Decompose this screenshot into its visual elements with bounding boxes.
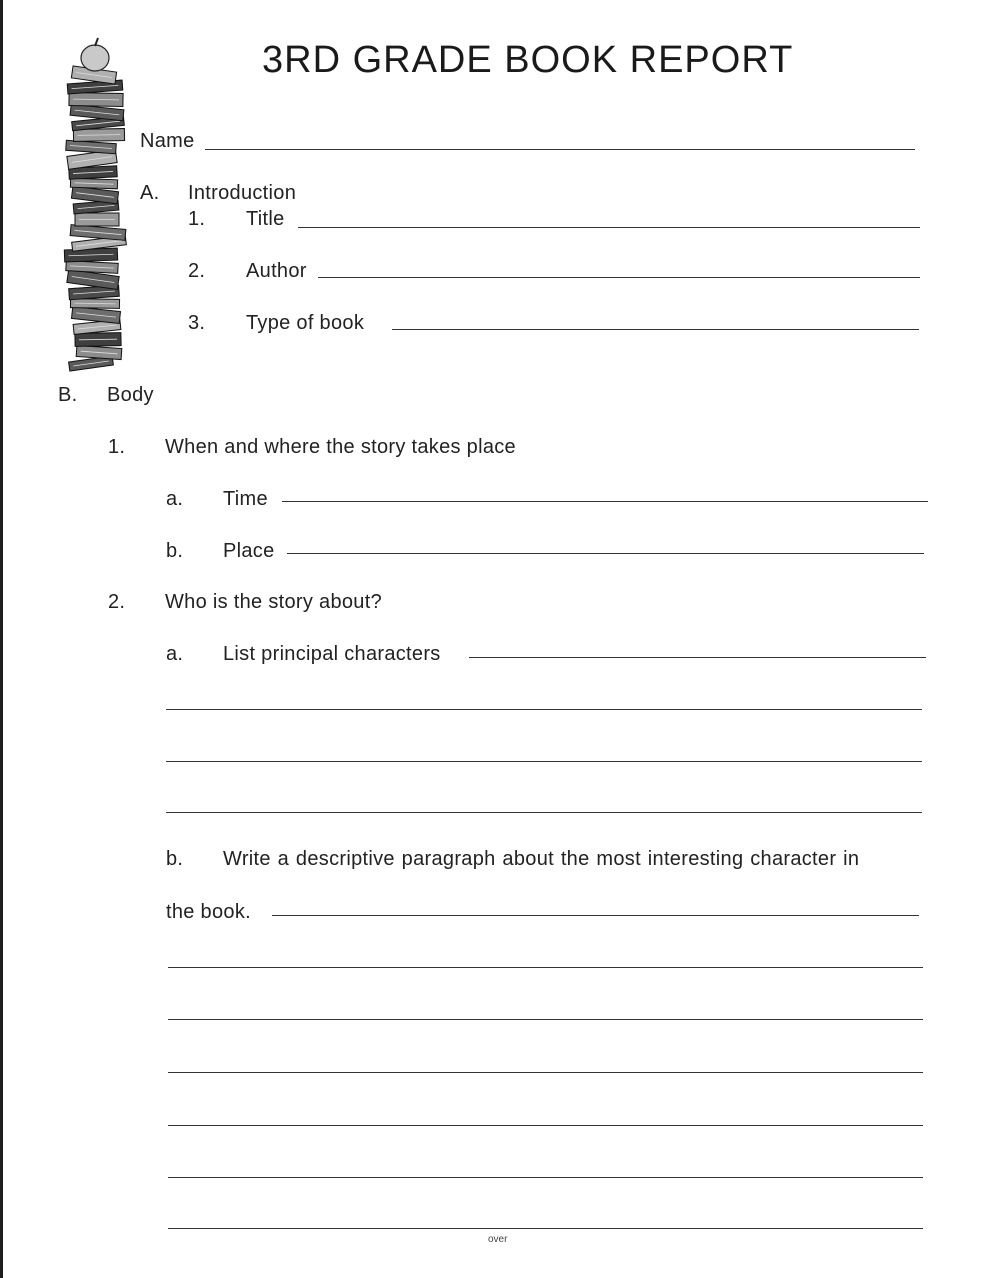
footer-over: over — [488, 1234, 508, 1245]
question-1-text: When and where the story takes place — [165, 436, 516, 458]
question-2-text: Who is the story about? — [165, 591, 383, 613]
characters-line-3[interactable] — [166, 761, 922, 762]
question-1-number: 1. — [108, 436, 126, 458]
book-stack-apple-icon — [55, 30, 135, 375]
section-a-letter: A. — [140, 182, 160, 204]
question-2-number: 2. — [108, 591, 126, 613]
type-of-book-field[interactable] — [392, 329, 919, 330]
paragraph-line-3[interactable] — [168, 1019, 923, 1020]
type-of-book-label: Type of book — [246, 312, 365, 334]
characters-line-2[interactable] — [166, 709, 922, 710]
apple-icon — [81, 45, 109, 71]
paragraph-line-7[interactable] — [168, 1228, 923, 1229]
paragraph-line-4[interactable] — [168, 1072, 923, 1073]
author-field[interactable] — [318, 277, 920, 278]
page-edge — [0, 0, 3, 1278]
paragraph-prompt-line-1: Write a descriptive paragraph about the most interesting character in — [223, 848, 860, 870]
paragraph-letter: b. — [166, 848, 184, 870]
characters-field[interactable] — [469, 657, 926, 658]
time-label: Time — [223, 488, 268, 510]
paragraph-line-6[interactable] — [168, 1177, 923, 1178]
paragraph-line-1[interactable] — [272, 915, 919, 916]
section-b-letter: B. — [58, 384, 78, 406]
author-label: Author — [246, 260, 307, 282]
characters-line-4[interactable] — [166, 812, 922, 813]
paragraph-prompt-line-2: the book. — [166, 901, 251, 923]
characters-letter: a. — [166, 643, 184, 665]
name-field[interactable] — [205, 149, 915, 150]
section-b-heading: Body — [107, 384, 154, 406]
characters-label: List principal characters — [223, 643, 441, 665]
item-2-number: 2. — [188, 260, 206, 282]
name-label: Name — [140, 130, 195, 152]
page-title: 3RD GRADE BOOK REPORT — [262, 39, 794, 81]
paragraph-line-5[interactable] — [168, 1125, 923, 1126]
title-field[interactable] — [298, 227, 920, 228]
item-3-number: 3. — [188, 312, 206, 334]
paragraph-line-2[interactable] — [168, 967, 923, 968]
item-1-number: 1. — [188, 208, 206, 230]
time-field[interactable] — [282, 501, 928, 502]
title-label: Title — [246, 208, 285, 230]
place-label: Place — [223, 540, 275, 562]
time-letter: a. — [166, 488, 184, 510]
section-a-heading: Introduction — [188, 182, 297, 204]
place-letter: b. — [166, 540, 184, 562]
place-field[interactable] — [287, 553, 924, 554]
